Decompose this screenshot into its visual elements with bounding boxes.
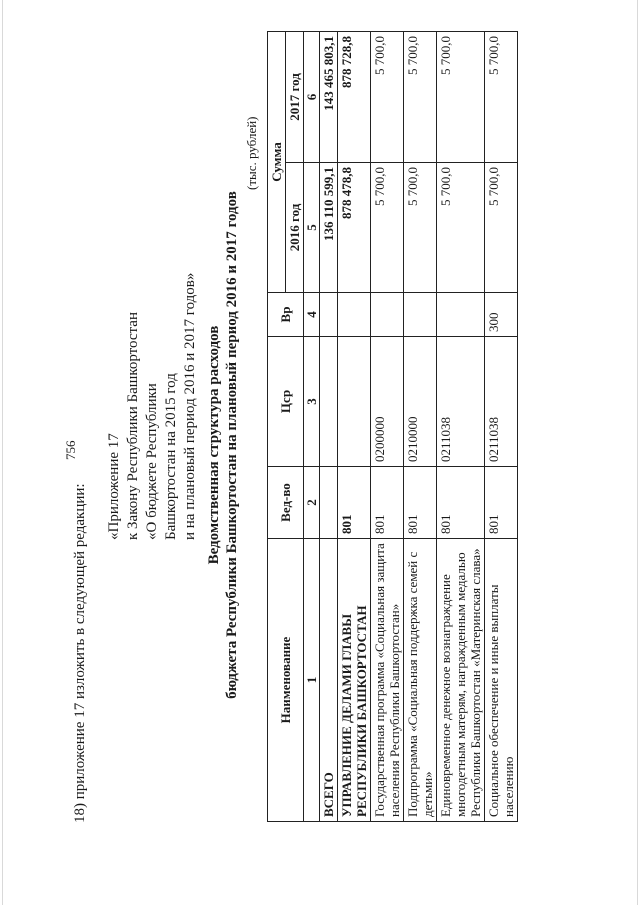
appendix-line: и на плановый период 2016 и 2017 годов» (182, 272, 198, 540)
table-row (338, 31, 371, 821)
header-vr: Вр (268, 293, 304, 337)
cell-2016: 5 700,0 (485, 163, 518, 293)
appendix-header (105, 273, 200, 540)
title-line: бюджета Республики Башкортостан на плановый период 2016 и 2017 годов (224, 191, 240, 699)
cell-vr (338, 293, 371, 337)
cell-name: Единовременное денежное вознаграждение многодетным матерям, награжденным медалью Республики Башкортостан «Материнская слава» (437, 539, 485, 822)
cell-2016: 136 110 599,1 (320, 163, 338, 293)
document-title (205, 45, 241, 845)
appendix-line: к Закону Республики Башкортостан (125, 312, 141, 540)
header-sum: Сумма (268, 31, 286, 292)
cell-ved: 801 (371, 467, 404, 539)
table-row (404, 31, 437, 821)
title-line: Ведомственная структура расходов (206, 325, 222, 565)
cell-name: УПРАВЛЕНИЕ ДЕЛАМИ ГЛАВЫ РЕСПУБЛИКИ БАШКОРТОСТАН (338, 539, 371, 822)
cell-ved: 801 (404, 467, 437, 539)
header-csr: Цср (268, 337, 304, 467)
cell-csr: 0200000 (371, 337, 404, 467)
table-body (320, 31, 518, 821)
table-row (437, 31, 485, 821)
cell-2016: 5 700,0 (437, 163, 485, 293)
cell-vr (371, 293, 404, 337)
cell-2017: 878 728,8 (338, 31, 371, 162)
cell-vr: 300 (485, 293, 518, 337)
page-number: 756 (63, 440, 78, 460)
index-cell: 6 (304, 31, 320, 162)
cell-csr: 0211038 (437, 337, 485, 467)
index-cell: 5 (304, 163, 320, 293)
cell-2016: 5 700,0 (404, 163, 437, 293)
table-row (320, 31, 338, 821)
index-cell: 4 (304, 293, 320, 337)
cell-vr (320, 293, 338, 337)
cell-2017: 5 700,0 (437, 31, 485, 162)
appendix-line: «Приложение 17 (106, 433, 122, 540)
cell-name: Государственная программа «Социальная защита населения Республики Башкортостан» (371, 539, 404, 822)
header-2016: 2016 год (286, 163, 304, 293)
index-cell: 1 (304, 539, 320, 822)
header-2017: 2017 год (286, 31, 304, 162)
cell-2017: 5 700,0 (371, 31, 404, 162)
cell-ved: 801 (437, 467, 485, 539)
cell-ved (320, 467, 338, 539)
appendix-line: Башкортостан на 2015 год (163, 373, 179, 540)
cell-name: Социальное обеспечение и иные выплаты населению (485, 539, 518, 822)
appendix-line: «О бюджете Республики (144, 383, 160, 540)
index-cell: 3 (304, 337, 320, 467)
table-row (371, 31, 404, 821)
cell-vr (437, 293, 485, 337)
cell-csr (338, 337, 371, 467)
cell-2017: 5 700,0 (404, 31, 437, 162)
expenditure-table (267, 31, 518, 822)
cell-vr (404, 293, 437, 337)
index-cell: 2 (304, 467, 320, 539)
cell-ved: 801 (338, 467, 371, 539)
cell-2016: 5 700,0 (371, 163, 404, 293)
cell-name: ВСЕГО (320, 539, 338, 822)
table-row (485, 31, 518, 821)
cell-csr: 0211038 (485, 337, 518, 467)
cell-2017: 143 465 803,1 (320, 31, 338, 162)
cell-csr: 0210000 (404, 337, 437, 467)
cell-name: Подпрограмма «Социальная поддержка семей с детьми» (404, 539, 437, 822)
cell-ved: 801 (485, 467, 518, 539)
cell-2016: 878 478,8 (338, 163, 371, 293)
intro-text: 18) приложение 17 изложить в следующей редакции: (72, 483, 88, 823)
cell-2017: 5 700,0 (485, 31, 518, 162)
header-name: Наименование (268, 539, 304, 822)
header-ved: Вед-во (268, 467, 304, 539)
unit-label: (тыс. рублей) (244, 116, 259, 190)
cell-csr (320, 337, 338, 467)
